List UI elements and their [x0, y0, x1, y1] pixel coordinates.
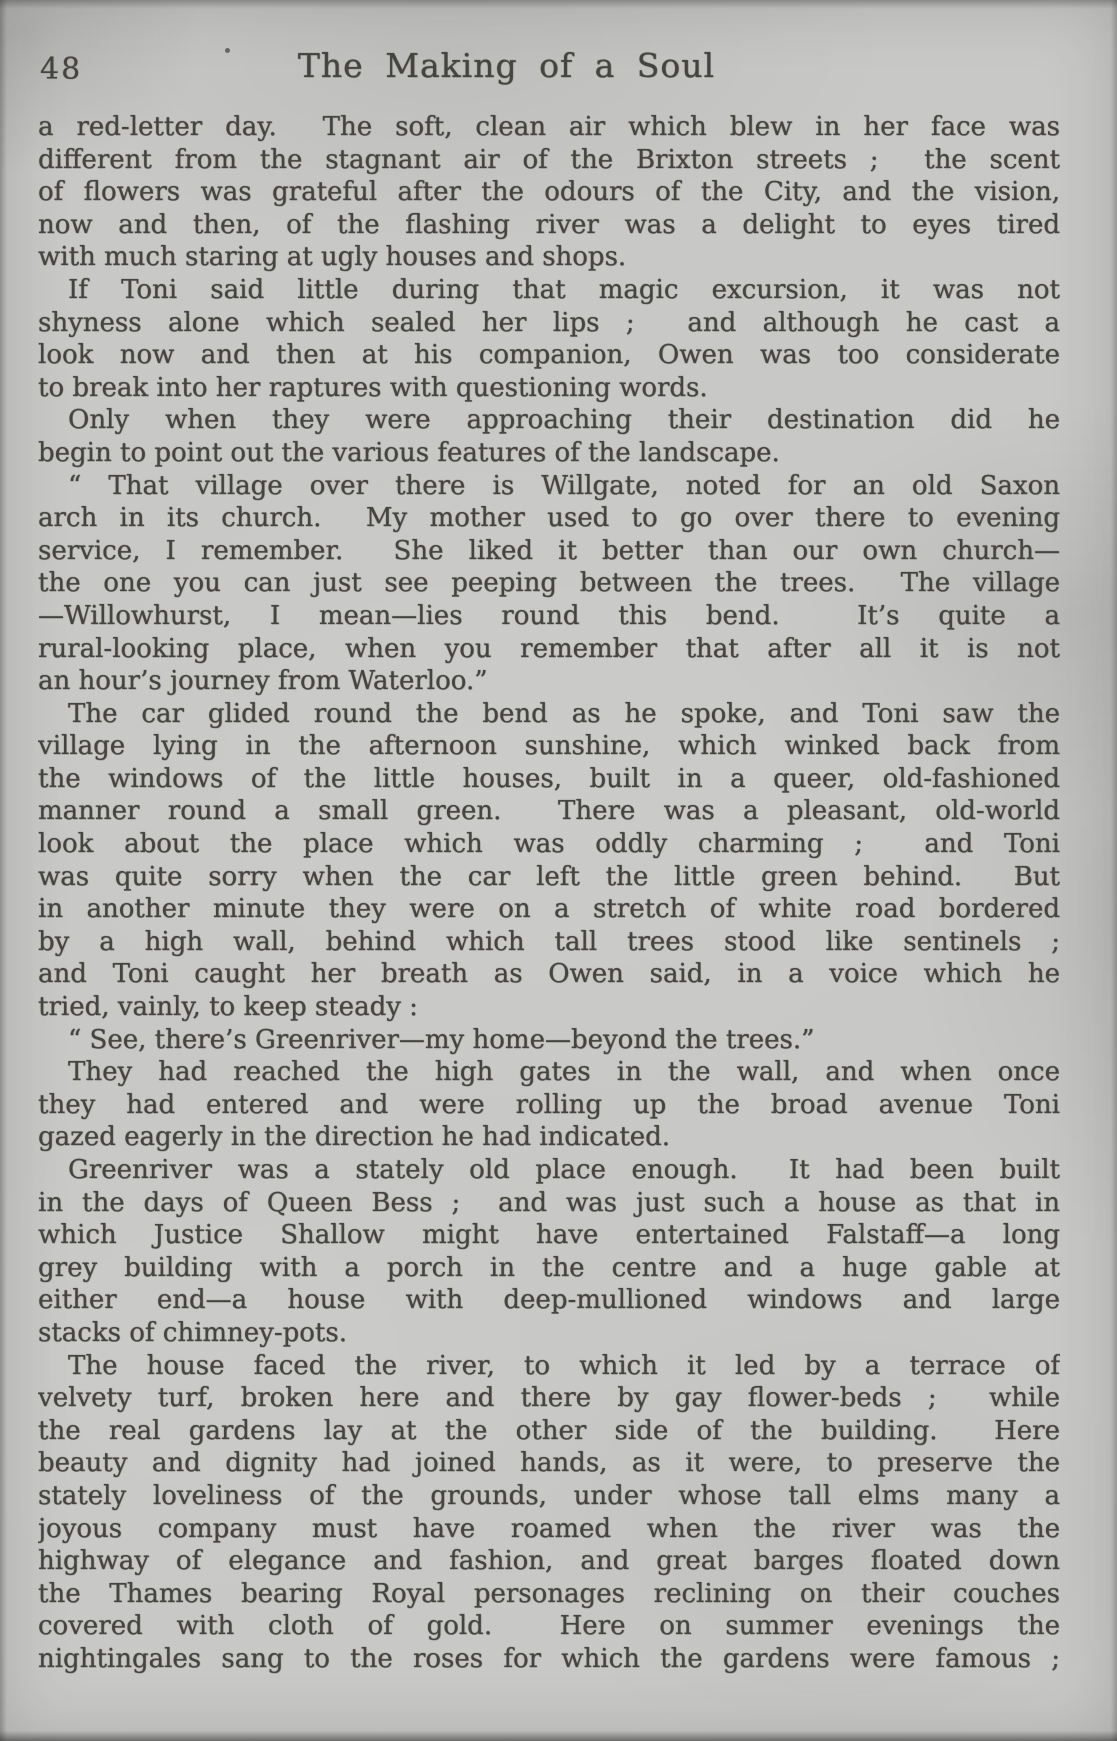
text-line: a red-letter day. The soft, clean air which blew in her face was [38, 112, 1060, 142]
page-number: 48 [40, 52, 83, 87]
text-line: and Toni caught her breath as Owen said, in a voice which he [38, 959, 1060, 990]
paragraph [38, 1024, 1060, 1057]
text-line: which Justice Shallow might have entertained Falstaff—a long [38, 1220, 1060, 1251]
text-line: arch in its church. My mother used to go over there to evening [38, 503, 1060, 534]
text-line: covered with cloth of gold. Here on summer evenings the [38, 1611, 1060, 1642]
text-line: service, I remember. She liked it better than our own church— [38, 535, 1060, 566]
page-title: The Making of a Soul [297, 46, 716, 85]
text-line: —Willowhurst, I mean—lies round this bend. It’s quite a [38, 600, 1060, 631]
scan-edge-right [1111, 0, 1117, 1741]
text-line: nightingales sang to the roses for which the gardens were famous ; [38, 1643, 1060, 1674]
text-line: The house faced the river, to which it led by a terrace of [68, 1350, 1060, 1381]
text-line: the Thames bearing Royal personages reclining on their couches [38, 1578, 1060, 1609]
text-line: either end—a house with deep-mullioned windows and large [38, 1285, 1060, 1316]
text-line: the windows of the little houses, built in a queer, old-fashioned [38, 763, 1060, 794]
paragraph [38, 111, 1060, 274]
text-line: joyous company must have roamed when the river was the [38, 1513, 1060, 1544]
paragraph [38, 698, 1060, 1024]
text-line: was quite sorry when the car left the little green behind. But [38, 861, 1060, 892]
text-line: velvety turf, broken here and there by gay flower-beds ; while [38, 1383, 1060, 1414]
text-line: Only when they were approaching their destination did he [68, 405, 1060, 436]
text-line: rural-looking place, when you remember that after all it is not [38, 633, 1060, 664]
text-line: different from the stagnant air of the Brixton streets ; the scent [38, 144, 1060, 175]
paragraph [38, 274, 1060, 404]
text-line: in the days of Queen Bess ; and was just such a house as that in [38, 1187, 1060, 1218]
text-line: by a high wall, behind which tall trees stood like sentinels ; [38, 926, 1060, 957]
paragraph [38, 404, 1060, 469]
text-line: The car glided round the bend as he spoke, and Toni saw the [68, 698, 1060, 729]
text-line: village lying in the afternoon sunshine, which winked back from [38, 731, 1060, 762]
text-line: in another minute they were on a stretch of white road bordered [38, 894, 1060, 925]
text-line: They had reached the high gates in the wall, and when once [68, 1057, 1060, 1088]
text-line: “ See, there’s Greenriver—my home—beyond the trees.” [68, 1024, 815, 1055]
text-line: an hour’s journey from Waterloo.” [38, 666, 488, 697]
text-line: tried, vainly, to keep steady : [38, 992, 418, 1023]
text-line: grey building with a porch in the centre and a huge gable at [38, 1252, 1060, 1283]
text-line: the real gardens lay at the other side of the building. Here [38, 1415, 1060, 1446]
page-text [38, 111, 1060, 1676]
text-line: begin to point out the various features of the landscape. [38, 437, 780, 468]
text-line: stacks of chimney-pots. [38, 1317, 347, 1348]
text-line: now and then, of the flashing river was a delight to eyes tired [38, 209, 1060, 240]
text-line: they had entered and were rolling up the broad avenue Toni [38, 1089, 1060, 1120]
text-line: stately loveliness of the grounds, under whose tall elms many a [38, 1480, 1060, 1511]
text-line: with much staring at ugly houses and shops. [38, 242, 627, 273]
text-line: look now and then at his companion, Owen was too considerate [38, 340, 1060, 371]
text-line: the one you can just see peeping between the trees. The village [38, 568, 1060, 599]
paragraph [38, 470, 1060, 698]
paragraph [38, 1154, 1060, 1350]
text-line: highway of elegance and fashion, and great barges floated down [38, 1546, 1060, 1577]
text-line: to break into her raptures with questioning words. [38, 372, 708, 403]
text-line: “ That village over there is Willgate, noted for an old Saxon [68, 470, 1060, 501]
text-line: shyness alone which sealed her lips ; and although he cast a [38, 307, 1060, 338]
text-line: gazed eagerly in the direction he had indicated. [38, 1122, 671, 1153]
scan-edge-top [0, 0, 1117, 9]
paragraph [38, 1056, 1060, 1154]
scan-edge-left [0, 0, 7, 1741]
text-line: of flowers was grateful after the odours of the City, and the vision, [38, 177, 1060, 208]
text-line: look about the place which was oddly charming ; and Toni [38, 829, 1060, 860]
text-line: If Toni said little during that magic excursion, it was not [68, 274, 1060, 305]
text-line: Greenriver was a stately old place enough. It had been built [68, 1155, 1060, 1185]
scan-edge-bottom [0, 1731, 1117, 1741]
page-header [38, 46, 1060, 86]
text-line: beauty and dignity had joined hands, as it were, to preserve the [38, 1448, 1060, 1479]
text-line: manner round a small green. There was a pleasant, old-world [38, 796, 1060, 827]
paragraph [38, 1350, 1060, 1676]
